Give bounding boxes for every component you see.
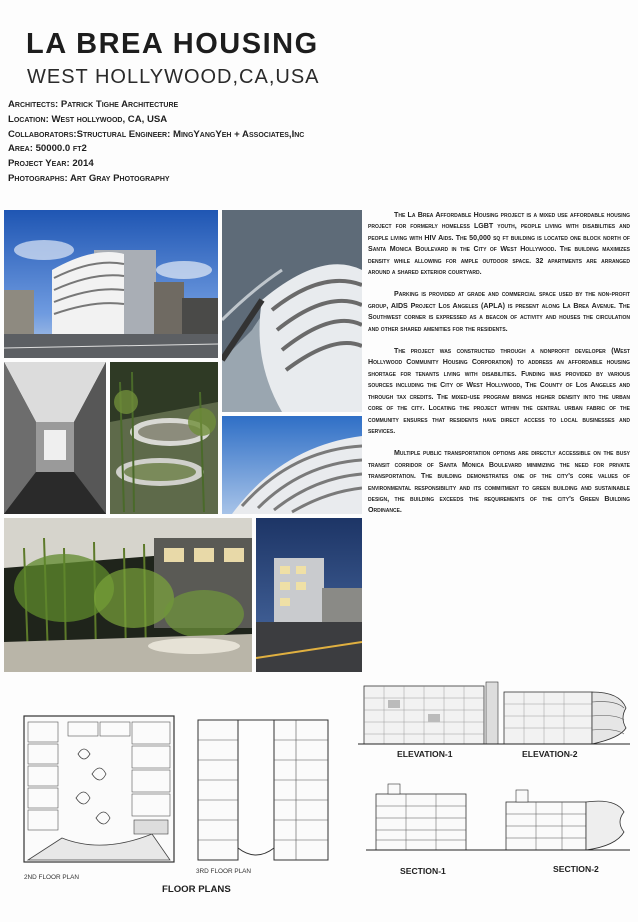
elevation-2-label: ELEVATION-2 (522, 749, 578, 759)
photo-curved-balconies (222, 416, 362, 514)
section-1-label: SECTION-1 (400, 866, 446, 876)
photo-street-dusk (256, 518, 362, 672)
collaborators-line: Collaborators:Structural Engineer: MingYangYeh + Associates,Inc (8, 128, 305, 140)
project-description (368, 210, 630, 528)
photo-courtyard-night (4, 518, 252, 672)
location-line: Location: West hollywood, CA, USA (8, 113, 168, 125)
photo-curved-facade-upward (222, 210, 362, 412)
section-2-label: SECTION-2 (553, 864, 599, 874)
photo-interior-corridor (4, 362, 106, 514)
description-paragraph-3: The project was constructed through a nonprofit developer (West Hollywood Community Housing Corporation) to address an affordable housing shortage for tenants living with disabilities. Funding was provided by various sources including the City of West Hollywood, The County of Los Angeles and through tax credits. The mixed-use program brings higher density into the urban core of the city. Locating the project within the central urban fabric of the community ensures that residents have direct access to local businesses and services. (368, 347, 630, 435)
sections-drawing (366, 776, 630, 852)
page-subtitle: WEST HOLLYWOOD,CA,USA (27, 66, 320, 88)
project-year-line: Project Year: 2014 (8, 158, 94, 170)
description-paragraph-1: The La Brea Affordable Housing project is a mixed use affordable housing project for formerly homeless LGBT youth, people living with disabilities and people living with HIV Aids. The 50,000 sq ft building is located one block north of Santa Monica Boulevard in the City of West Hollywood. The building maximizes density while allowing for ample outdoor space. 32 apartments are arranged around a shared exterior courtyard. (368, 211, 630, 277)
floor-plans-title: FLOOR PLANS (162, 884, 231, 895)
plan-2nd-label: 2ND FLOOR PLAN (24, 874, 80, 881)
plan-3rd-label: 3RD FLOOR PLAN (196, 868, 252, 875)
project-info (8, 98, 428, 187)
description-paragraph-4: Multiple public transportation options are directly accessible on the busy transit corridor of Santa Monica Boulevard minimizing the need for private transportation. The building demonstrates one of the city's core values of environmental responsibility and its commitment to green building and sustainable design, the building exceeds the requirements of the city's Green Building Ordinance. (368, 449, 630, 515)
page-title: LA BREA HOUSING (26, 28, 319, 60)
photo-courtyard-planting (110, 362, 218, 514)
floor-plan-2nd (22, 714, 176, 864)
architects-line: Architects: Patrick Tighe Architecture (8, 99, 179, 110)
area-line: Area: 50000.0 ft2 (8, 143, 87, 155)
elevation-1-label: ELEVATION-1 (397, 749, 453, 759)
description-paragraph-2: Parking is provided at grade and commercial space used by the non-profit group, AIDS Project Los Angeles (APLA) is present along La Brea Avenue. The Southwest corner is expressed as a beacon of activity and houses the circulation and other shared amenities for the residents. (368, 290, 630, 333)
elevations-drawing (358, 678, 630, 748)
photographs-line: Photographs: Art Gray Photography (8, 172, 170, 184)
photo-building-exterior (4, 210, 218, 358)
floor-plan-3rd (196, 718, 330, 862)
